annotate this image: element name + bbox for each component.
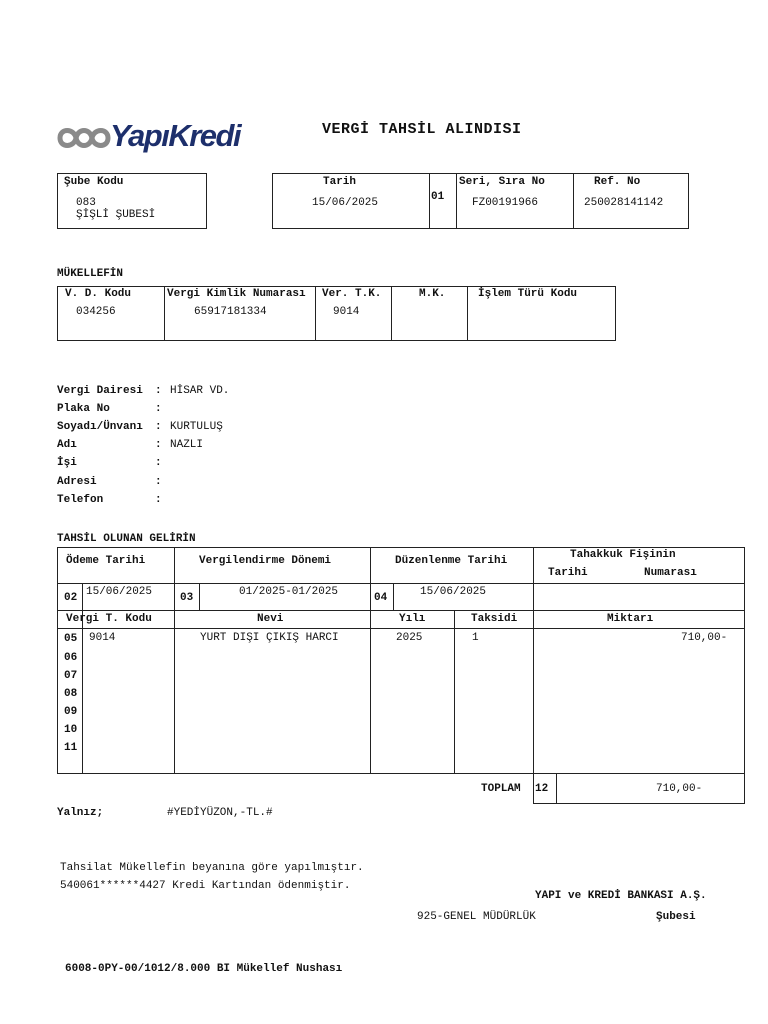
info-label: Adı xyxy=(57,439,77,451)
tahakkuk-numara-label: Numarası xyxy=(644,567,697,579)
ref-label: Ref. No xyxy=(594,176,641,188)
ref: 250028141142 xyxy=(584,197,664,209)
sube-adi: ŞİŞLİ ŞUBESİ xyxy=(76,209,156,221)
col-nevi: Nevi xyxy=(257,613,284,625)
colon: : xyxy=(155,385,162,397)
col-vtk: Vergi T. Kodu xyxy=(66,613,152,625)
info-value: HİSAR VD. xyxy=(170,385,230,397)
tarih-label: Tarih xyxy=(323,176,357,188)
info-label: Vergi Dairesi xyxy=(57,385,143,397)
mk-label: M.K. xyxy=(419,288,446,300)
info-label: Telefon xyxy=(57,494,104,506)
info-label: İşi xyxy=(57,457,77,469)
info-label: Adresi xyxy=(57,476,97,488)
tarih: 15/06/2025 xyxy=(312,197,379,209)
yalniz: #YEDİYÜZON,-TL.# xyxy=(167,807,273,819)
vkn: 65917181334 xyxy=(194,306,267,318)
code-04: 04 xyxy=(374,592,388,604)
info-value: NAZLI xyxy=(170,439,204,451)
row-code: 08 xyxy=(64,688,78,700)
info-value: KURTULUŞ xyxy=(170,421,223,433)
toplam: 710,00- xyxy=(656,783,703,795)
row-nevi: YURT DIŞI ÇIKIŞ HARCI xyxy=(200,632,339,644)
page-title: VERGİ TAHSİL ALINDISI xyxy=(322,121,522,138)
row-vtk: 9014 xyxy=(89,632,116,644)
duzen-tarihi: 15/06/2025 xyxy=(420,586,487,598)
code-12: 12 xyxy=(535,783,549,795)
colon: : xyxy=(155,403,162,415)
tahakkuk-tarihi-label: Tarihi xyxy=(548,567,588,579)
row-code: 06 xyxy=(64,652,78,664)
info-label: Plaka No xyxy=(57,403,110,415)
note: 540061******4427 Kredi Kartından ödenmiştir. xyxy=(60,880,351,892)
row-code: 05 xyxy=(64,633,78,645)
row-code: 11 xyxy=(64,742,78,754)
row-code: 07 xyxy=(64,670,78,682)
ver-tk: 9014 xyxy=(333,306,360,318)
gelir-table xyxy=(57,547,745,774)
logo-text: YapıKredi xyxy=(110,118,241,153)
mukellef-section-label: MÜKELLEFİN xyxy=(57,268,124,280)
odeme-tarihi: 15/06/2025 xyxy=(86,586,153,598)
row-yili: 2025 xyxy=(396,632,423,644)
row-miktari: 710,00- xyxy=(681,632,728,644)
code-03: 03 xyxy=(180,592,194,604)
ver-tk-label: Ver. T.K. xyxy=(322,288,382,300)
colon: : xyxy=(155,421,162,433)
code-02: 02 xyxy=(64,592,78,604)
toplam-box xyxy=(533,773,745,804)
toplam-label: TOPLAM xyxy=(481,783,521,795)
sube-kodu: 083 xyxy=(76,197,96,209)
islem-label: İşlem Türü Kodu xyxy=(478,288,578,300)
note: Tahsilat Mükellefin beyanına göre yapılmıştır. xyxy=(60,862,364,874)
yalniz-label: Yalnız; xyxy=(57,807,104,819)
odeme-label: Ödeme Tarihi xyxy=(66,555,146,567)
row-taksidi: 1 xyxy=(472,632,479,644)
bank-logo xyxy=(54,118,241,158)
colon: : xyxy=(155,457,162,469)
duzen-label: Düzenlenme Tarihi xyxy=(395,555,508,567)
branch: 925-GENEL MÜDÜRLÜK xyxy=(417,911,536,923)
colon: : xyxy=(155,494,162,506)
colon: : xyxy=(155,476,162,488)
footer-code: 6008-0PY-00/1012/8.000 BI Mükellef Nushası xyxy=(65,963,343,975)
col-yili: Yılı xyxy=(399,613,426,625)
branch-suffix: Şubesi xyxy=(656,911,696,923)
col-taksidi: Taksidi xyxy=(471,613,518,625)
gelir-section-label: TAHSİL OLUNAN GELİRİN xyxy=(57,533,196,545)
bank-name: YAPI ve KREDİ BANKASI A.Ş. xyxy=(535,890,707,902)
seri: FZ00191966 xyxy=(472,197,539,209)
row-code: 10 xyxy=(64,724,78,736)
col-miktari: Miktarı xyxy=(607,613,654,625)
seri-label: Seri, Sıra No xyxy=(459,176,545,188)
row-code: 09 xyxy=(64,706,78,718)
sube-kodu-label: Şube Kodu xyxy=(64,176,124,188)
code-01: 01 xyxy=(431,191,445,203)
vd-kodu-label: V. D. Kodu xyxy=(65,288,132,300)
donem-label: Vergilendirme Dönemi xyxy=(199,555,332,567)
donem: 01/2025-01/2025 xyxy=(239,586,339,598)
colon: : xyxy=(155,439,162,451)
vkn-label: Vergi Kimlik Numarası xyxy=(167,288,306,300)
vd-kodu: 034256 xyxy=(76,306,116,318)
info-label: Soyadı/Ünvanı xyxy=(57,421,143,433)
logo-mark-icon xyxy=(54,122,112,154)
tahakkuk-label: Tahakkuk Fişinin xyxy=(570,549,676,561)
